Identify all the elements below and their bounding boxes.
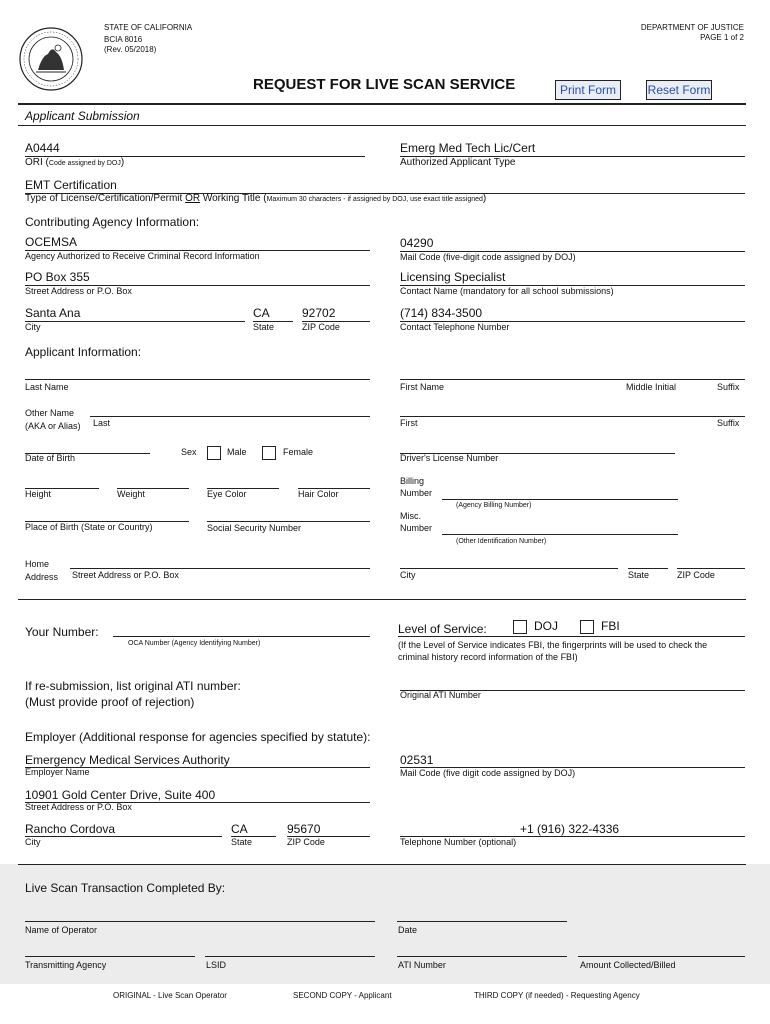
billing-label: Billing <box>400 476 425 486</box>
place-of-birth-label: Place of Birth (State or Country) <box>25 522 153 532</box>
home-street-label: Street Address or P.O. Box <box>72 570 179 580</box>
zip-value[interactable]: 92702 <box>302 306 336 320</box>
print-form-button[interactable]: Print Form <box>555 80 621 100</box>
state-field-label: State <box>253 322 275 332</box>
department-label: DEPARTMENT OF JUSTICE <box>640 23 744 32</box>
level-of-service-label: Level of Service: <box>398 622 487 636</box>
address-label: Address <box>25 572 59 582</box>
drivers-license-label: Driver's License Number <box>400 453 499 463</box>
street-label: Street Address or P.O. Box <box>25 286 132 296</box>
your-number-label: Your Number: <box>25 625 99 639</box>
license-value[interactable]: EMT Certification <box>25 178 117 192</box>
home-zip-label: ZIP Code <box>677 570 715 580</box>
amount-label: Amount Collected/Billed <box>580 960 676 970</box>
employer-city-label: City <box>25 837 41 847</box>
aka-label: (AKA or Alias) <box>25 421 81 431</box>
fbi-note-line-2: criminal history record information of the FBI) <box>398 652 578 662</box>
footer-copy-original: ORIGINAL - Live Scan Operator <box>113 991 227 1000</box>
first-name-label: First Name <box>400 382 445 392</box>
aka-last-label: Last <box>93 418 111 428</box>
state-label: STATE OF CALIFORNIA <box>104 23 193 32</box>
aka-suffix-label: Suffix <box>717 418 740 428</box>
form-revision: (Rev. 05/2018) <box>104 45 157 54</box>
male-checkbox[interactable] <box>207 446 221 460</box>
employer-name-value[interactable]: Emergency Medical Services Authority <box>25 753 230 767</box>
employer-mail-code-label: Mail Code (five digit code assigned by DOJ) <box>400 768 576 778</box>
home-city-label: City <box>400 570 416 580</box>
oca-number-label: OCA Number (Agency Identifying Number) <box>128 640 261 647</box>
city-label: City <box>25 322 41 332</box>
fbi-label: FBI <box>601 619 620 633</box>
misc-label: Misc. <box>400 511 421 521</box>
agency-label: Agency Authorized to Receive Criminal Record Information <box>25 251 260 261</box>
weight-label: Weight <box>117 489 145 499</box>
ori-value[interactable]: A0444 <box>25 141 60 155</box>
last-name-label: Last Name <box>25 382 69 392</box>
live-scan-heading: Live Scan Transaction Completed By: <box>25 881 226 895</box>
suffix-label: Suffix <box>717 382 740 392</box>
employer-phone-label: Telephone Number (optional) <box>400 837 517 847</box>
fbi-checkbox[interactable] <box>580 620 594 634</box>
street-value[interactable]: PO Box 355 <box>25 270 90 284</box>
employer-street-value[interactable]: 10901 Gold Center Drive, Suite 400 <box>25 788 216 802</box>
employer-zip-value[interactable]: 95670 <box>287 822 321 836</box>
eye-color-label: Eye Color <box>207 489 247 499</box>
employer-state-label: State <box>231 837 253 847</box>
misc-sub-label: (Other Identification Number) <box>456 538 547 545</box>
contributing-agency-heading: Contributing Agency Information: <box>25 215 200 229</box>
employer-zip-label: ZIP Code <box>287 837 325 847</box>
form-id: BCIA 8016 <box>104 35 143 44</box>
city-value[interactable]: Santa Ana <box>25 306 81 320</box>
middle-initial-label: Middle Initial <box>626 382 677 392</box>
phone-label: Contact Telephone Number <box>400 322 510 332</box>
billing-sub-label: (Agency Billing Number) <box>456 502 532 509</box>
resubmission-note: (Must provide proof of rejection) <box>25 695 195 709</box>
form-title: REQUEST FOR LIVE SCAN SERVICE <box>253 76 516 93</box>
lsid-label: LSID <box>206 960 227 970</box>
home-state-label: State <box>628 570 650 580</box>
billing-number-label: Number <box>400 488 433 498</box>
original-ati-label: Original ATI Number <box>400 690 481 700</box>
ori-label: ORI (Code assigned by DOJ) <box>25 157 125 168</box>
employer-heading: Employer (Additional response for agencies specified by statute): <box>25 730 371 744</box>
ati-number-label: ATI Number <box>398 960 446 970</box>
ssn-label: Social Security Number <box>207 523 302 533</box>
footer-copy-third: THIRD COPY (if needed) - Requesting Agency <box>474 991 640 1000</box>
date-label: Date <box>398 925 418 935</box>
employer-mail-code-value[interactable]: 02531 <box>400 753 434 767</box>
female-checkbox[interactable] <box>262 446 276 460</box>
male-label: Male <box>227 447 247 457</box>
doj-checkbox[interactable] <box>513 620 527 634</box>
fbi-note-line-1: (If the Level of Service indicates FBI, the fingerprints will be used to check the <box>398 640 708 650</box>
height-label: Height <box>25 489 52 499</box>
zip-label: ZIP Code <box>302 322 340 332</box>
sex-label: Sex <box>181 447 197 457</box>
applicant-info-heading: Applicant Information: <box>25 345 142 359</box>
footer-copy-second: SECOND COPY - Applicant <box>293 991 392 1000</box>
page-number: PAGE 1 of 2 <box>700 33 744 42</box>
aka-first-label: First <box>400 418 418 428</box>
employer-phone-value[interactable]: +1 (916) 322-4336 <box>520 822 620 836</box>
contact-value[interactable]: Licensing Specialist <box>400 270 506 284</box>
hair-color-label: Hair Color <box>298 489 339 499</box>
dob-label: Date of Birth <box>25 453 76 463</box>
reset-form-button[interactable]: Reset Form <box>646 80 712 100</box>
resubmission-label: If re-submission, list original ATI number: <box>25 679 241 693</box>
applicant-type-label: Authorized Applicant Type <box>400 157 516 168</box>
agency-value[interactable]: OCEMSA <box>25 235 78 249</box>
female-label: Female <box>283 447 314 457</box>
employer-street-label: Street Address or P.O. Box <box>25 802 132 812</box>
contact-label: Contact Name (mandatory for all school submissions) <box>400 286 614 296</box>
applicant-submission-heading: Applicant Submission <box>25 109 140 123</box>
employer-state-value[interactable]: CA <box>231 822 248 836</box>
doj-label: DOJ <box>534 619 558 633</box>
home-label: Home <box>25 559 50 569</box>
phone-value[interactable]: (714) 834-3500 <box>400 306 483 320</box>
state-seal-logo <box>18 26 84 92</box>
state-value[interactable]: CA <box>253 306 270 320</box>
misc-number-label: Number <box>400 523 433 533</box>
transmitting-agency-label: Transmitting Agency <box>25 960 107 970</box>
other-name-label: Other Name <box>25 408 75 418</box>
mail-code-value[interactable]: 04290 <box>400 236 434 250</box>
mail-code-label: Mail Code (five-digit code assigned by DOJ) <box>400 252 576 262</box>
license-label: Type of License/Certification/Permit OR Working Title (Maximum 30 characters - if assigned by DOJ, use exact title assigned) <box>25 193 487 204</box>
employer-city-value[interactable]: Rancho Cordova <box>25 822 116 836</box>
applicant-type-value[interactable]: Emerg Med Tech Lic/Cert <box>400 141 536 155</box>
operator-label: Name of Operator <box>25 925 98 935</box>
employer-name-label: Employer Name <box>25 767 90 777</box>
